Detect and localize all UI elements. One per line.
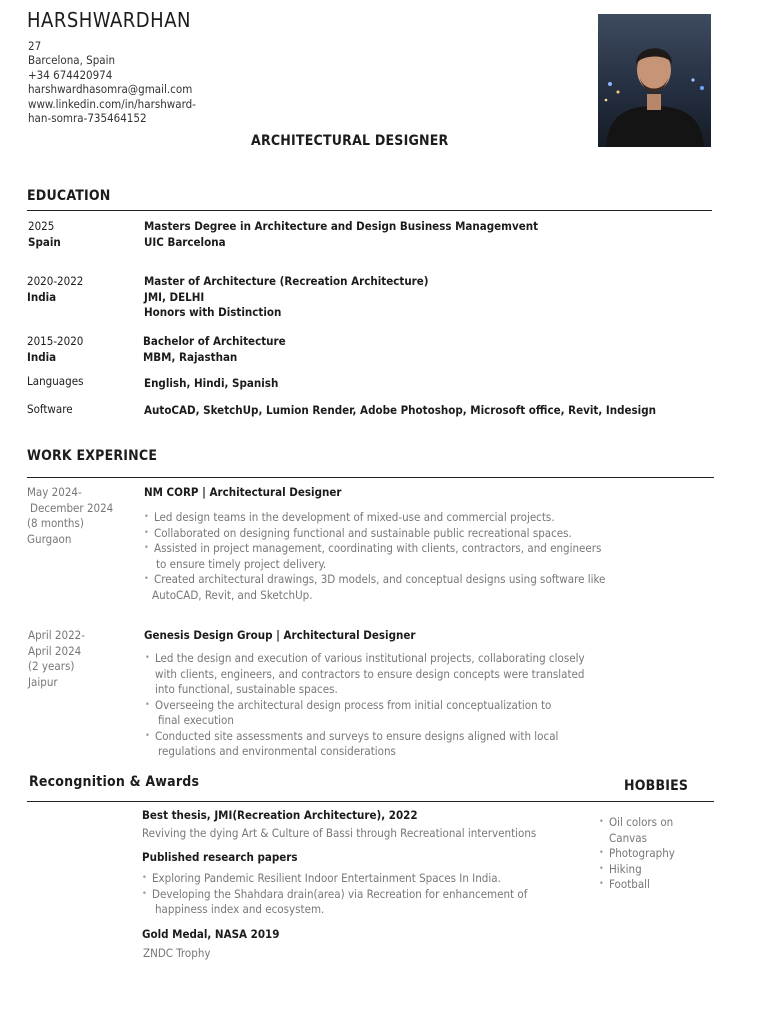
edu-2-date: 2020-2022 India [27,274,84,304]
job-2-dates: April 2022- April 2024 (2 years) Jaipur [28,628,85,689]
award-3-title: Gold Medal, NASA 2019 [142,927,280,941]
job-1-dates: May 2024- December 2024 (8 months) Gurgaon [27,485,114,546]
job-role-title: ARCHITECTURAL DESIGNER [251,133,449,149]
list-item: • Overseeing the architectural design process from initial conceptualization to final execution [145,698,705,729]
work-divider [27,477,714,478]
education-heading: EDUCATION [27,188,111,204]
profile-photo [598,14,711,147]
languages-value: English, Hindi, Spanish [144,376,279,390]
edu-1-date: 2025 Spain [28,219,61,249]
list-item: • Exploring Pandemic Resilient Indoor Entertainment Spaces In India. [142,871,592,887]
award-1-desc: Reviving the dying Art & Culture of Bassi through Recreational interventions [142,826,537,840]
contact-location: Barcelona, Spain [28,53,116,68]
contact-linkedin-cont[interactable]: han-somra-735464152 [28,111,147,126]
edu-3-date: 2015-2020 India [27,334,84,364]
job-2-bullets [145,651,705,760]
edu-3-details: Bachelor of Architecture MBM, Rajasthan [143,334,286,364]
list-item: • Oil colors on Canvas [599,815,719,846]
award-1-title: Best thesis, JMI(Recreation Architecture), 2022 [142,808,418,822]
awards-heading: Recongnition & Awards [29,774,200,790]
job-1-bullets [144,510,704,603]
hobbies-heading: HOBBIES [624,778,689,794]
list-item: • Developing the Shahdara drain(area) via Recreation for enhancement of happiness index and ecosystem. [142,887,592,918]
award-2-bullets [142,871,592,918]
list-item: • Hiking [599,862,719,878]
contact-block [28,39,196,125]
list-item: • Led design teams in the development of mixed-use and commercial projects. [144,510,704,526]
software-value: AutoCAD, SketchUp, Lumion Render, Adobe Photoshop, Microsoft office, Revit, Indesign [144,403,656,417]
languages-label: Languages [27,374,84,388]
work-heading: WORK EXPERINCE [27,448,158,464]
hobbies-list [599,815,719,893]
list-item: • Conducted site assessments and surveys to ensure designs aligned with local regulations and environmental considerations [145,729,705,760]
award-2-title: Published research papers [142,850,298,864]
award-3-desc: ZNDC Trophy [143,946,211,960]
edu-2-details: Master of Architecture (Recreation Architecture) JMI, DELHI Honors with Distinction [144,274,429,319]
list-item: • Photography [599,846,719,862]
education-divider [27,210,712,211]
contact-phone: +34 674420974 [28,67,113,82]
list-item: • Created architectural drawings, 3D models, and conceptual designs using software like AutoCAD, Revit, and SketchUp. [144,572,704,603]
contact-linkedin[interactable]: www.linkedin.com/in/harshward- [28,96,196,111]
contact-email[interactable]: harshwardhasomra@gmail.com [28,82,193,97]
profile-photo-image [598,14,711,147]
list-item: • Assisted in project management, coordinating with clients, contractors, and engineers to ensure timely project delivery. [144,541,704,572]
candidate-name: HARSHWARDHAN [27,8,191,32]
job-1-title: NM CORP | Architectural Designer [144,485,342,499]
list-item: • Football [599,877,719,893]
list-item: • Led the design and execution of various institutional projects, collaborating closely with clients, engineers, and contractors to ensure design concepts were translated into functional, sustainable spaces. [145,651,705,698]
list-item: • Collaborated on designing functional and sustainable public recreational spaces. [144,526,704,542]
job-2-title: Genesis Design Group | Architectural Designer [144,628,416,642]
contact-age: 27 [28,39,42,53]
edu-1-details: Masters Degree in Architecture and Design Business Managemvent UIC Barcelona [144,219,539,249]
software-label: Software [27,402,73,416]
awards-divider [27,801,714,802]
